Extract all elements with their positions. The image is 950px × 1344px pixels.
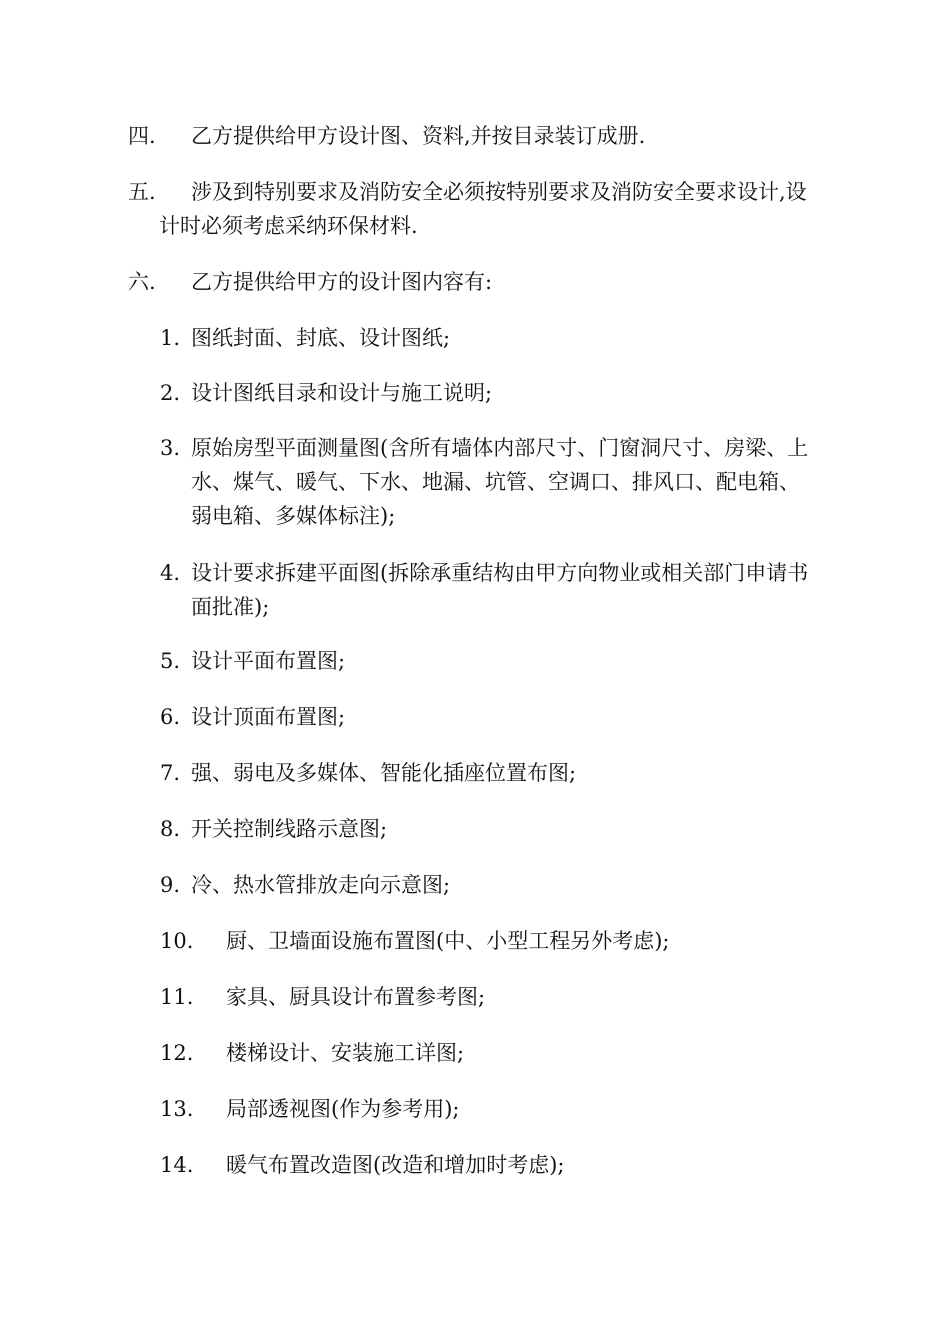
item-text: 家具、厨具设计布置参考图; bbox=[226, 985, 486, 1009]
item-number: 6. bbox=[160, 705, 181, 729]
list-item bbox=[160, 1036, 865, 1070]
item-text-line: 弱电箱、多媒体标注); bbox=[191, 504, 396, 528]
item-text: 图纸封面、封底、设计图纸; bbox=[191, 326, 451, 350]
item-text-line: 水、煤气、暖气、下水、地漏、坑管、空调口、排风口、配电箱、 bbox=[191, 470, 800, 494]
item-text: 局部透视图(作为参考用); bbox=[226, 1097, 460, 1121]
item-text: 开关控制线路示意图; bbox=[191, 817, 388, 841]
item-number: 10. bbox=[160, 929, 194, 953]
section-text: 涉及到特别要求及消防安全必须按特别要求及消防安全要求设计,设 bbox=[191, 180, 807, 204]
item-number: 2. bbox=[160, 381, 181, 405]
item-number: 13. bbox=[160, 1097, 194, 1121]
list-item bbox=[160, 868, 865, 902]
item-number: 7. bbox=[160, 761, 181, 785]
item-number: 11. bbox=[160, 985, 194, 1009]
item-text-line: 设计要求拆建平面图(拆除承重结构由甲方向物业或相关部门申请书 bbox=[191, 561, 809, 585]
section-text: 乙方提供给甲方的设计图内容有: bbox=[191, 270, 493, 294]
item-text: 暖气布置改造图(改造和增加时考虑); bbox=[226, 1153, 565, 1177]
item-number: 1. bbox=[160, 326, 181, 350]
section-text: 乙方提供给甲方设计图、资料,并按目录装订成册. bbox=[191, 124, 646, 148]
list-item bbox=[160, 756, 865, 790]
list-item bbox=[160, 924, 865, 958]
list-item bbox=[160, 1092, 865, 1126]
list-item bbox=[160, 321, 865, 355]
item-number: 5. bbox=[160, 649, 181, 673]
item-text-line: 原始房型平面测量图(含所有墙体内部尺寸、门窗洞尺寸、房梁、上 bbox=[191, 436, 809, 460]
section-text-continued: 计时必须考虑采纳环保材料. bbox=[159, 214, 418, 238]
list-item bbox=[160, 812, 865, 846]
list-item bbox=[160, 644, 865, 678]
item-text: 冷、热水管排放走向示意图; bbox=[191, 873, 451, 897]
item-text: 设计图纸目录和设计与施工说明; bbox=[191, 381, 493, 405]
item-text: 设计平面布置图; bbox=[191, 649, 346, 673]
item-text: 设计顶面布置图; bbox=[191, 705, 346, 729]
list-item bbox=[160, 431, 865, 533]
item-number: 9. bbox=[160, 873, 181, 897]
section-number: 五. bbox=[128, 180, 156, 204]
item-text: 楼梯设计、安装施工详图; bbox=[226, 1041, 465, 1065]
list-item bbox=[160, 980, 865, 1014]
item-number: 3. bbox=[160, 436, 181, 460]
section-number: 四. bbox=[128, 124, 156, 148]
section-four bbox=[128, 119, 863, 153]
item-number: 14. bbox=[160, 1153, 194, 1177]
list-item bbox=[160, 556, 865, 624]
section-five bbox=[128, 175, 863, 243]
item-number: 12. bbox=[160, 1041, 194, 1065]
item-number: 8. bbox=[160, 817, 181, 841]
item-text: 强、弱电及多媒体、智能化插座位置布图; bbox=[191, 761, 577, 785]
list-item bbox=[160, 1148, 865, 1182]
list-item bbox=[160, 700, 865, 734]
section-six bbox=[128, 265, 863, 299]
item-text-line: 面批准); bbox=[191, 595, 270, 619]
section-number: 六. bbox=[128, 270, 156, 294]
item-number: 4. bbox=[160, 561, 181, 585]
item-text: 厨、卫墙面设施布置图(中、小型工程另外考虑); bbox=[226, 929, 670, 953]
list-item bbox=[160, 376, 865, 410]
